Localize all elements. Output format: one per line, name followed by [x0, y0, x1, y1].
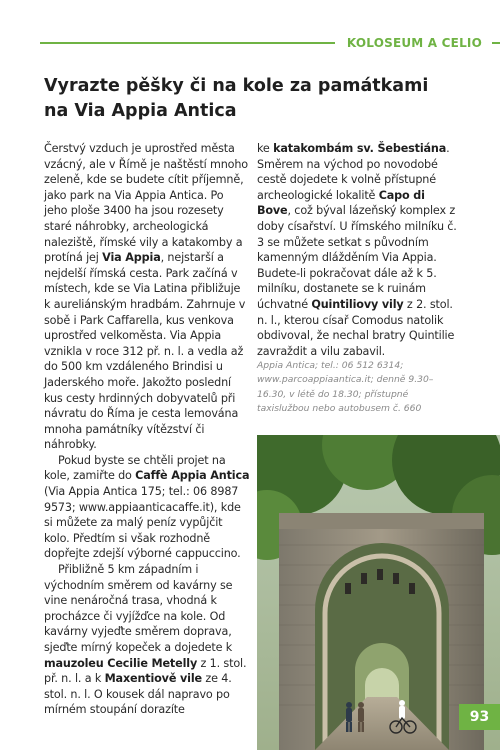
bold-term: Quintiliovy vily	[311, 297, 404, 311]
arch-illustration	[257, 435, 500, 750]
title-line-2: na Via Appia Antica	[44, 101, 237, 121]
photo-roman-arch	[257, 435, 500, 750]
paragraph: Čerstvý vzduch je uprostřed města vzácný, ale v Římě je naštěstí mnoho zeleně, kde se budete cítit příjemně, jako park na Via Appia Antica. Po jeho ploše 3400 ha jsou rozesety staré náhrobky, archeologická naleziště, římské vily a katakomby a protíná jej Via Appia, nejstarší a nejdelší římská cesta. Park začíná v místech, kde se Via Latina přibližuje k aureliánským hradbám. Zahrnuje v sobě i Park Caffarella, kus venkova uprostřed velkoměsta. Via Appia vznikla v roce 312 př. n. l. a vedla až do 500 km vzdáleného Brindisi u Jaderského moře. Jakožto poslední kus cesty hrdinných dobyvatelů při návratu do Říma je cesta lemována mnoha památníky vítězství či náhrobky.	[44, 142, 248, 452]
bold-term: Capo di Bove	[257, 188, 425, 218]
info-text: Appia Antica; tel.: 06 512 6314; www.parcoappiaantica.it; denně 9.30–16.30, v létě do 18.30; přístupné taxislužbou nebo autobusem č. 660	[257, 360, 434, 415]
paragraph: Přibližně 5 km západním i východním směrem od kavárny se vine nenáročná trasa, vhodná k procházce či vyjížďce na kole. Od kavárny vyjeďte směrem doprava, sjeďte mírný kopeček a dojedete k mauzoleu Cecilie Metelly z 1. stol. př. n. l. a k Maxentiově vile ze 4. stol. n. l. O kousek dál napravo po mírném stoupání dorazíte	[44, 563, 247, 717]
bold-term: Via Appia	[102, 251, 161, 265]
paragraph: Pokud byste se chtěli projet na kole, zamiřte do Caffè Appia Antica (Via Appia Antica 175; tel.: 06 8987 9573; www.appiaanticacaffe.it), kde si můžete za malý peníz vypůjčit kolo. Předtím si však rozhodně dopřejte zdejší výborné cappuccino.	[44, 453, 250, 561]
bold-term: mauzoleu Cecilie Metelly	[44, 656, 198, 670]
paragraph: ke katakombám sv. Šebestiána. Směrem na východ po novodobé cestě dojedete k volně přístupné archeologické lokalitě Capo di Bove, což býval lázeňský komplex z doby císařství. U římského milníku č. 3 se můžete setkat s původním kamenným dlážděním Via Appia. Budete-li pokračovat dále až k 5. milníku, dostanete se k ruinám úchvatné Quintiliovy vily z 2. stol. n. l., kterou císař Comodus natolik obdivoval, že nechal bratry Quintilie zavraždit a vilu zabavil.	[257, 142, 457, 358]
page-number: 93	[459, 704, 500, 730]
article-title	[44, 74, 464, 124]
bold-term: katakombám sv. Šebestiána	[273, 142, 447, 155]
section-label: KOLOSEUM A CELIO	[335, 30, 492, 56]
text-column-left	[44, 141, 250, 718]
bold-term: Caffè Appia Antica	[135, 469, 250, 483]
text-column-right	[257, 141, 459, 359]
info-box	[257, 359, 457, 417]
title-line-1: Vyrazte pěšky či na kole za památkami	[44, 76, 429, 96]
bold-term: Maxentiově vile	[104, 672, 202, 686]
